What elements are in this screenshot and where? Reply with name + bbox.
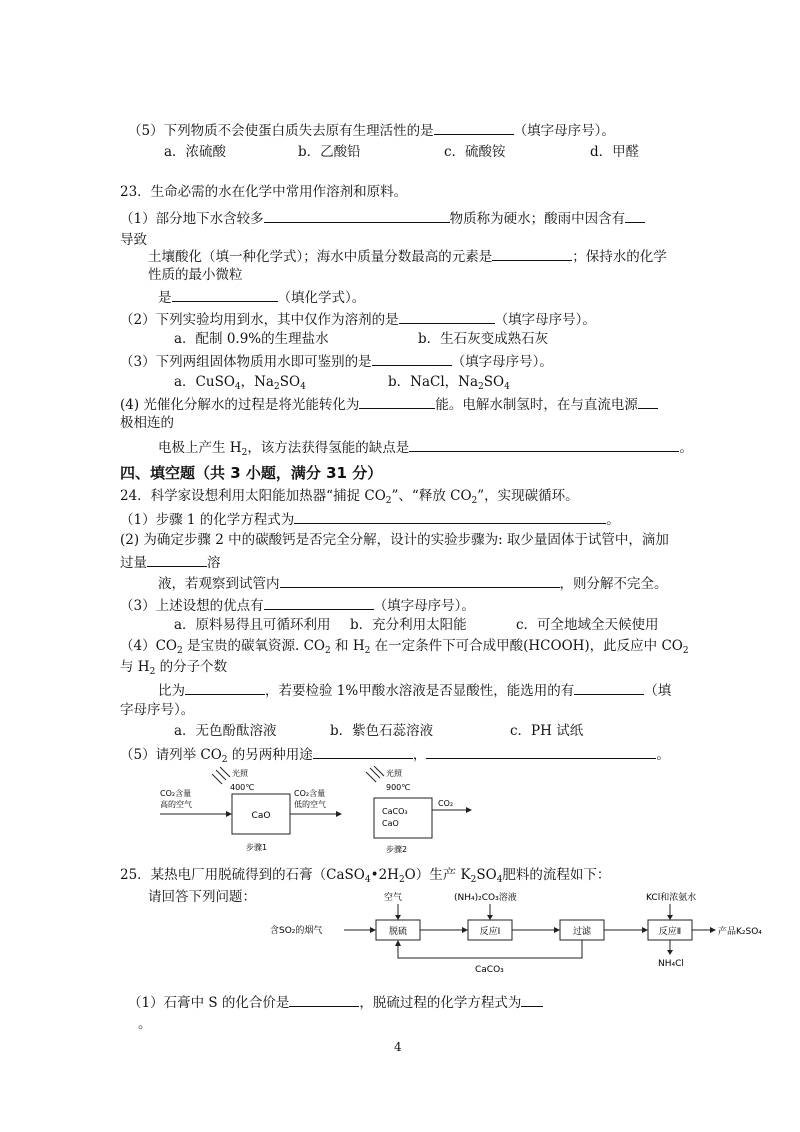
q25-stem: 25．某热电厂用脱硫得到的石膏$(CaSO_4•2H_2O)$生产 $K_2SO_4$肥料的流程如下： — [120, 867, 611, 885]
q24-part4-opt-a: a．无色酚酞溶液 — [174, 723, 277, 739]
answer-blank[interactable] — [264, 208, 450, 223]
answer-blank[interactable] — [264, 595, 374, 610]
q24-stem: 24．科学家设想利用太阳能加热器“捕捉 $CO_2$”、“释放 $CO_2$”，实现碳循环。 — [120, 488, 579, 506]
reagent2-label: KCl和浓氨水 — [646, 893, 697, 903]
box-filtration-label: 过滤 — [572, 927, 592, 937]
page-number: 4 — [394, 1040, 402, 1054]
light-rays-icon — [366, 766, 384, 782]
q24-part4-line4: 字母序号）。 — [120, 702, 195, 718]
q23-part4-line2: 极相连的 — [120, 415, 174, 431]
answer-blank[interactable] — [574, 680, 644, 695]
answer-blank[interactable] — [434, 120, 514, 135]
answer-blank[interactable] — [492, 246, 572, 261]
box-desulfurization-label: 脱硫 — [388, 927, 408, 937]
answer-blank[interactable] — [625, 208, 645, 223]
answer-blank[interactable] — [426, 744, 656, 759]
q24-part4-line3: 比为 ，若要检验 1%甲酸水溶液是否显酸性，能选用的有 （填 — [158, 680, 671, 700]
light-label: 光照 — [386, 769, 402, 778]
q23-stem: 23．生命必需的水在化学中常用作溶剂和原料。 — [120, 184, 408, 200]
answer-blank[interactable] — [399, 309, 495, 324]
q23-part3: （3）下列两组固体物质用水即可鉴别的是 （填字母序号）。 — [120, 351, 553, 371]
q23-part4-line3: 电极上产生 $H_2$，该方法获得氢能的缺点是 。 — [158, 437, 693, 457]
answer-blank[interactable] — [280, 573, 560, 588]
q24-part2-line3: 液，若观察到试管内 ，则分解不完全。 — [158, 573, 668, 593]
answer-blank[interactable] — [313, 744, 413, 759]
q23-part2-opt-a: a．配制 0.9%的生理盐水 — [174, 331, 329, 347]
q24-part2-line1: (2) 为确定步骤 2 中的碳酸钙是否完全分解，设计的实验步骤为: 取少量固体于试管中，滴加 — [120, 532, 669, 548]
caco3-reactor-box — [374, 798, 432, 838]
answer-blank[interactable] — [372, 351, 452, 366]
answer-blank[interactable] — [359, 394, 435, 409]
reagent1-label: (NH₄)₂CO₃溶液 — [454, 893, 517, 903]
q22-opt-d: d．甲醛 — [590, 144, 640, 160]
input-label-2: 高的空气 — [160, 800, 192, 809]
q24-part4-line1: $(4)CO_2$ 是宝贵的碳氧资源. $CO_2$ 和 $H_2$ 在一定条件下可合成甲酸(HCOOH)，此反应中 $CO_2$ — [120, 638, 689, 656]
q24-part3-opt-b: b．充分利用太阳能 — [350, 617, 467, 633]
input-label-1: CO₂含量 — [160, 789, 192, 798]
q23-part1-line3: 土壤酸化（填一种化学式）；海水中质量分数最高的元素是 ；保持水的化学 — [148, 246, 667, 266]
recycle-label: CaCO₃ — [475, 965, 504, 975]
q22-opt-c: c．硫酸铵 — [444, 144, 506, 160]
q23-part3-opt-b: b．NaCl，$Na_2SO_4$ — [388, 374, 510, 392]
answer-blank[interactable] — [638, 394, 658, 409]
q24-part3-opt-a: a．原料易得且可循环利用 — [174, 617, 331, 633]
light-rays-icon — [212, 767, 230, 784]
q23-part2: （2）下列实验均用到水，其中仅作为溶剂的是 （填字母序号）。 — [120, 309, 596, 329]
temp-label-2: 900℃ — [386, 783, 411, 792]
q23-part1-line1: （1）部分地下水含较多 物质称为硬水；酸雨中因含有 — [120, 208, 645, 228]
q24-part3-opt-c: c．可全地域全天候使用 — [516, 617, 659, 633]
k2so4-process-flow-diagram — [270, 890, 800, 980]
section-title: 四、填空题（共 3 小题，满分 31 分） — [120, 464, 383, 482]
temp-label-1: 400℃ — [230, 783, 255, 792]
q23-part1-line5: 是 （填化学式）。 — [158, 287, 365, 307]
step2-label: 步骤2 — [386, 845, 408, 854]
q24-part4-line2: 与 $H_2$ 的分子个数 — [120, 659, 228, 677]
q24-part1: （1）步骤 1 的化学方程式为 。 — [120, 509, 620, 529]
q23-part3-opt-a: a．CuSO$_4$，$Na_2SO_4$ — [174, 374, 306, 392]
q25-part1: （1）石膏中 S 的化合价是 ，脱硫过程的化学方程式为 — [128, 992, 543, 1012]
box2-line2: CaO — [382, 819, 399, 828]
q24-part5: （5）请列举 $CO_2$ 的另两种用途 ， 。 — [120, 744, 670, 764]
answer-blank[interactable] — [521, 992, 543, 1007]
box-reaction2-label: 反应Ⅱ — [658, 927, 682, 937]
answer-blank[interactable] — [147, 552, 207, 567]
output-label-2: 低的空气 — [294, 800, 326, 809]
q24-part2-line2: 过量 溶 — [120, 552, 221, 572]
air-label: 空气 — [384, 893, 403, 903]
q24-part4-opt-b: b．紫色石蕊溶液 — [330, 723, 434, 739]
answer-blank[interactable] — [294, 509, 606, 524]
box-label-cao: CaO — [251, 811, 271, 821]
q25-ask: 请回答下列问题： — [148, 889, 256, 905]
product-label: 产品K₂SO₄ — [718, 927, 762, 937]
q22-part5: （5）下列物质不会使蛋白质失去原有生理活性的是 （填字母序号）。 — [128, 120, 615, 140]
carbon-cycle-diagram — [160, 766, 480, 858]
q25-part1-end: 。 — [138, 1016, 152, 1032]
answer-blank[interactable] — [289, 992, 359, 1007]
light-label: 光照 — [232, 769, 248, 778]
q24-part3: （3）上述设想的优点有 （填字母序号）。 — [120, 595, 475, 615]
q23-part1-line4: 性质的最小微粒 — [148, 267, 243, 283]
answer-blank[interactable] — [409, 437, 679, 452]
q23-part2-opt-b: b．生石灰变成熟石灰 — [418, 331, 549, 347]
box2-line1: CaCO₃ — [382, 807, 408, 816]
q23-part1-line2: 导致 — [120, 232, 147, 248]
step1-label: 步骤1 — [246, 843, 268, 852]
co2-output-label: CO₂ — [438, 799, 454, 808]
q24-part4-opt-c: c．PH 试纸 — [510, 723, 584, 739]
recycle-arrow — [398, 940, 582, 958]
q23-part4-line1: (4) 光催化分解水的过程是将光能转化为 能。电解水制氢时，在与直流电源 — [120, 394, 658, 414]
q22-opt-a: a．浓硫酸 — [164, 144, 227, 160]
flow-input-label: 含SO₂的烟气 — [270, 926, 323, 936]
byproduct-label: NH₄Cl — [658, 959, 684, 969]
q22-opt-b: b．乙酸铅 — [298, 144, 361, 160]
output-label-1: CO₂含量 — [294, 789, 326, 798]
box-reaction1-label: 反应Ⅰ — [479, 927, 501, 937]
answer-blank[interactable] — [172, 287, 278, 302]
answer-blank[interactable] — [185, 680, 265, 695]
